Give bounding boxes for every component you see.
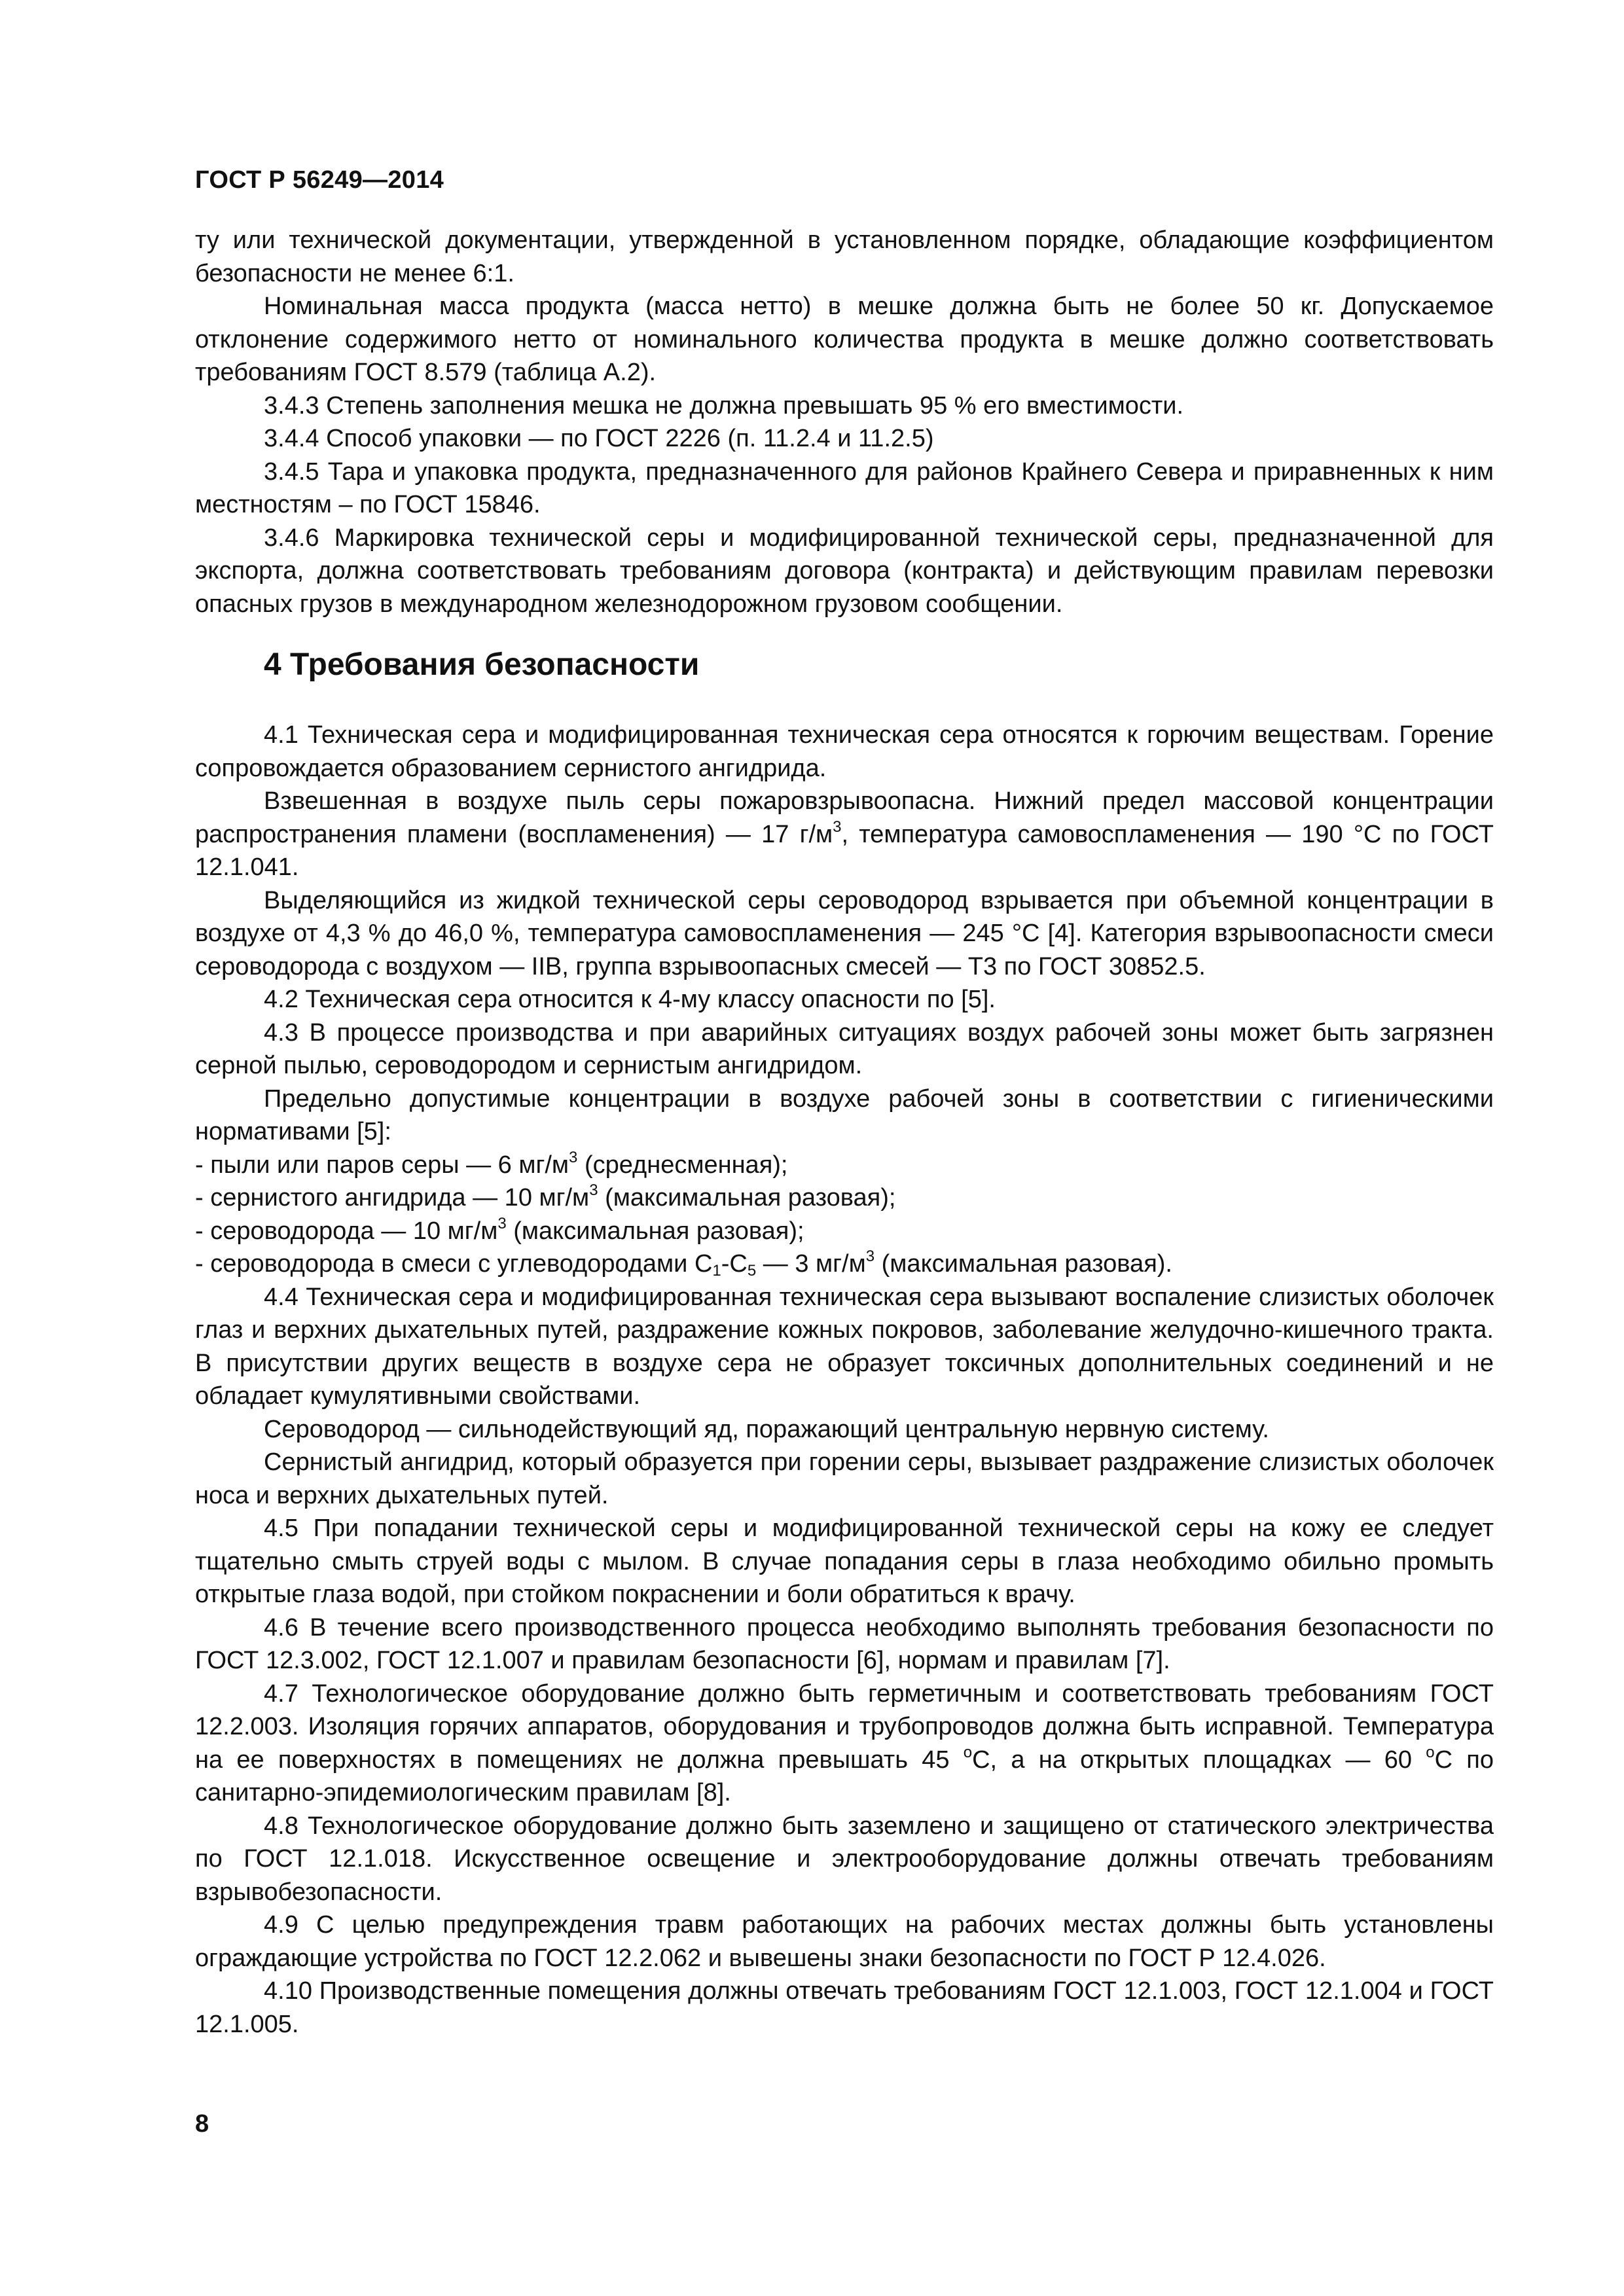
clause-4-1-dust-text-b: , температура самовоспламенения — 190 °С по ГОСТ 12.1.041. bbox=[195, 820, 1494, 881]
list-item-text: -С bbox=[721, 1250, 748, 1278]
document-page bbox=[195, 165, 1494, 2041]
clause-4-7-text-c: С по санитарно-эпидемиологическим правилам [8]. bbox=[195, 1746, 1494, 1806]
list-item bbox=[195, 1247, 1494, 1281]
list-item-text: - сероводорода — 10 мг/м bbox=[195, 1217, 498, 1245]
document-header: ГОСТ Р 56249—2014 bbox=[195, 166, 444, 194]
list-item-text: - пыли или паров серы — 6 мг/м bbox=[195, 1151, 569, 1179]
list-item-text: (максимальная разовая). bbox=[875, 1250, 1172, 1278]
degree-superscript: о bbox=[1426, 1743, 1435, 1761]
superscript: 3 bbox=[497, 1214, 507, 1232]
list-item-text: (максимальная разовая); bbox=[598, 1184, 896, 1211]
clause-4-4: 4.4 Техническая сера и модифицированная техническая сера вызывают воспаление слизистых оболочек глаз и верхних дыхательных путей, раздражение кожных покровов, заболевание желудочно-кишечного тракта. В присутствии других веществ в воздухе сера не образует токсичных дополнительных соединений и не обладает кумулятивными свойствами. bbox=[195, 1283, 1494, 1410]
subscript: 5 bbox=[747, 1262, 757, 1280]
list-item bbox=[195, 1215, 1494, 1248]
clause-4-1-dust bbox=[195, 785, 1494, 884]
list-item bbox=[195, 1181, 1494, 1215]
clause-4-7-text-a: 4.7 Технологическое оборудование должно быть герметичным и соответствовать требованиям ГОСТ 12.2.003. Изоляция горячих аппаратов, оборудования и трубопроводов должна быть исправной. Температура на ее поверхностях в помещениях не должна превышать 45 bbox=[195, 1679, 1494, 1774]
clause-3-4-4: 3.4.4 Способ упаковки — по ГОСТ 2226 (п. 11.2.4 и 11.2.5) bbox=[264, 425, 934, 452]
clause-4-3-limits: Предельно допустимые концентрации в воздухе рабочей зоны в соответствии с гигиеническими нормативами [5]: bbox=[195, 1085, 1494, 1145]
clause-4-8: 4.8 Технологическое оборудование должно быть заземлено и защищено от статического электричества по ГОСТ 12.1.018. Искусственное освещение и электрооборудование должны отвечать требованиям взрывобезопасности. bbox=[195, 1812, 1494, 1906]
degree-superscript: о bbox=[963, 1743, 973, 1761]
superscript: 3 bbox=[865, 1247, 875, 1265]
clause-3-4-5: 3.4.5 Тара и упаковка продукта, предназначенного для районов Крайнего Севера и приравненных к ним местностям – по ГОСТ 15846. bbox=[195, 457, 1494, 518]
clause-4-5: 4.5 При попадании технической серы и модифицированной технической серы на кожу ее следует тщательно смыть струей воды с мылом. В случае попадания серы в глаза необходимо обильно промыть открытые глаза водой, при стойком покраснении и боли обратиться к врачу. bbox=[195, 1515, 1494, 1608]
clause-4-7-text-b: С, а на открытых площадках — 60 bbox=[972, 1746, 1426, 1774]
clause-3-4-6: 3.4.6 Маркировка технической серы и модифицированной технической серы, предназначенной для экспорта, должна соответствовать требованиям договора (контракта) и действующим правилам перевозки опасных грузов в международном железнодорожном грузовом сообщении. bbox=[195, 524, 1494, 618]
clause-4-4-hydrogen-sulfide: Сероводород — сильнодействующий яд, поражающий центральную нервную систему. bbox=[264, 1415, 1269, 1443]
intro-paragraph-2: Номинальная масса продукта (масса нетто) в мешке должна быть не более 50 кг. Допускаемое отклонение содержимого нетто от номинального количества продукта в мешке должно соответствовать требованиям ГОСТ 8.579 (таблица А.2). bbox=[195, 293, 1494, 386]
list-item-text: (среднесменная); bbox=[577, 1151, 788, 1179]
clause-4-4-sulfur-dioxide: Сернистый ангидрид, который образуется при горении серы, вызывает раздражение слизистых оболочек носа и верхних дыхательных путей. bbox=[195, 1448, 1494, 1509]
superscript: 3 bbox=[569, 1148, 578, 1166]
list-item-text: (максимальная разовая); bbox=[506, 1217, 804, 1245]
section-4-title: 4 Требования безопасности bbox=[264, 647, 700, 682]
clause-4-1-dust-text-a: Взвешенная в воздухе пыль серы пожаровзрывоопасна. Нижний предел массовой концентрации распространения пламени (воспламенения) — 17 г/м bbox=[195, 787, 1494, 848]
clause-3-4-3: 3.4.3 Степень заполнения мешка не должна превышать 95 % его вместимости. bbox=[264, 391, 1184, 420]
subscript: 1 bbox=[712, 1262, 721, 1280]
clause-4-7 bbox=[195, 1677, 1494, 1810]
list-item-text: - сероводорода в смеси с углеводородами С bbox=[195, 1250, 713, 1278]
clause-4-6: 4.6 В течение всего производственного процесса необходимо выполнять требования безопасности по ГОСТ 12.3.002, ГОСТ 12.1.007 и правилам безопасности [6], нормам и правилам [7]. bbox=[195, 1613, 1494, 1674]
list-item-text: - сернистого ангидрида — 10 мг/м bbox=[195, 1184, 590, 1211]
list-item bbox=[195, 1149, 1494, 1182]
clause-4-2: 4.2 Техническая сера относится к 4-му классу опасности по [5]. bbox=[264, 986, 996, 1013]
superscript: 3 bbox=[589, 1181, 598, 1199]
clause-4-9: 4.9 С целью предупреждения травм работающих на рабочих местах должны быть установлены ограждающие устройства по ГОСТ 12.2.062 и вывешены знаки безопасности по ГОСТ Р 12.4.026. bbox=[195, 1911, 1494, 1972]
intro-paragraph-1: ту или технической документации, утвержденной в установленном порядке, обладающие коэффициентом безопасности не менее 6:1. bbox=[195, 226, 1494, 287]
page-number: 8 bbox=[195, 2110, 209, 2138]
clause-4-10: 4.10 Производственные помещения должны отвечать требованиям ГОСТ 12.1.003, ГОСТ 12.1.004 и ГОСТ 12.1.005. bbox=[195, 1977, 1494, 2038]
clause-4-3: 4.3 В процессе производства и при аварийных ситуациях воздух рабочей зоны может быть загрязнен серной пылью, сероводородом и сернистым ангидридом. bbox=[195, 1018, 1494, 1079]
clause-4-1: 4.1 Техническая сера и модифицированная техническая сера относятся к горючим веществам. Горение сопровождается образованием сернистого ангидрида. bbox=[195, 721, 1494, 782]
superscript: 3 bbox=[833, 817, 842, 836]
list-item-text: — 3 мг/м bbox=[756, 1250, 866, 1278]
clause-4-1-hydrogen-sulfide: Выделяющийся из жидкой технической серы сероводород взрывается при объемной концентрации в воздухе от 4,3 % до 46,0 %, температура самовоспламенения — 245 °С [4]. Категория взрывоопасности смеси сероводорода с воздухом — IIВ, группа взрывоопасных смесей — Т3 по ГОСТ 30852.5. bbox=[195, 886, 1494, 980]
